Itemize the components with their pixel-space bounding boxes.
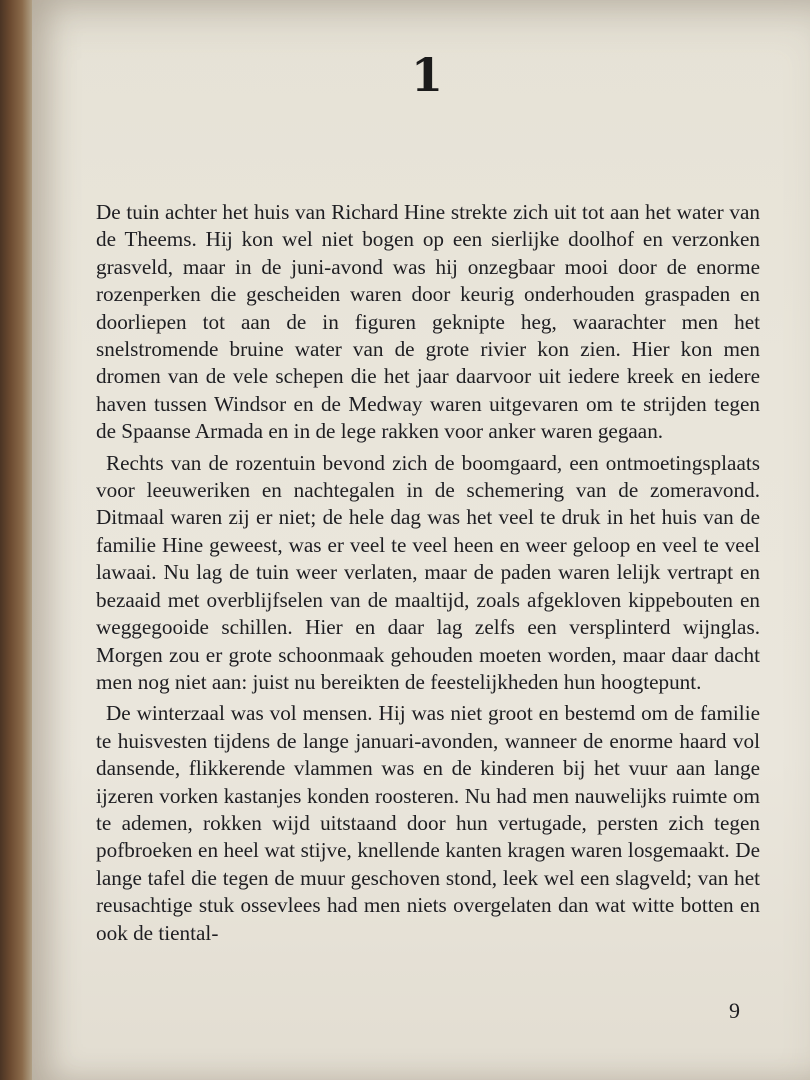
body-text xyxy=(96,199,760,951)
paragraph-3: De winterzaal was vol mensen. Hij was niet groot en bestemd om de familie te huisvesten tijdens de lange januari-avonden, wanneer de enorme haard vol dansende, flikkerende vlammen was en de kinderen bij het vuur aan lange ijzeren vorken kastanjes konden roosteren. Nu had men nauwelijks ruimte om te ademen, rokken wijd uitstaand door hun vertugade, persten zich tegen pofbroeken en heel wat stijve, knellende kanten kragen waren losgemaakt. De lange tafel die tegen de muur geschoven stond, leek wel een slagveld; van het reusachtige stuk ossevlees had men niets overgelaten dan wat witte botten en ook de tiental- xyxy=(96,701,760,945)
paragraph-1: De tuin achter het huis van Richard Hine strekte zich uit tot aan het water van de Theems. Hij kon wel niet bogen op een sierlijke doolhof en verzonken grasveld, maar in de juni-avond was hij onzegbaar mooi door de enorme rozenperken die gescheiden waren door keurig onderhouden graspaden en doorliepen tot aan de in figuren geknipte heg, waarachter men het snelstromende bruine water van de grote rivier kon zien. Hier kon men dromen van de vele schepen die het jaar daarvoor uit iedere kreek en iedere haven tussen Windsor en de Medway waren uitgevaren om te strijden tegen de Spaanse Armada en in de lege rakken voor anker waren gegaan. xyxy=(96,200,760,444)
book-page xyxy=(32,0,810,1080)
chapter-number: 1 xyxy=(410,48,443,102)
paragraph-2: Rechts van de rozentuin bevond zich de boomgaard, een ontmoetingsplaats voor leeuweriken en nachtegalen in de schemering van de zomeravond. Ditmaal waren zij er niet; de hele dag was het veel te druk in het huis van de familie Hine geweest, was er veel te veel heen en weer geloop en veel te veel lawaai. Nu lag de tuin weer verlaten, maar de paden waren lelijk vertrapt en bezaaid met overblijfselen van de maaltijd, zoals afgekloven kippebouten en weggegooide schillen. Hier en daar lag zelfs een versplinterd wijnglas. Morgen zou er grote schoonmaak gehouden moeten worden, maar daar dacht men nog niet aan: juist nu bereikten de feestelijkheden hun hoogtepunt. xyxy=(96,450,760,694)
page-number: 9 xyxy=(729,998,740,1023)
